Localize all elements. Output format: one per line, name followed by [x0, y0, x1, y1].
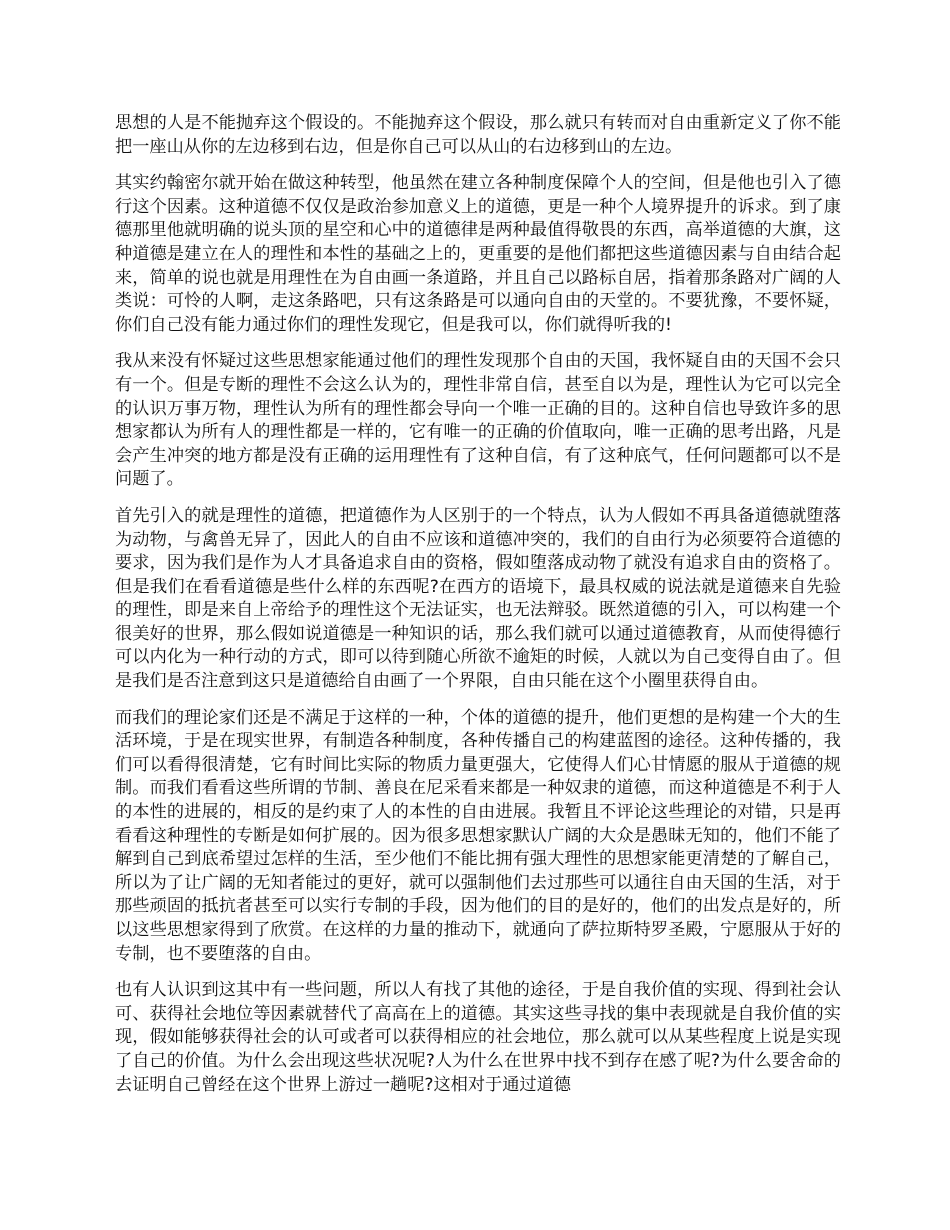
- document-page: [115, 112, 841, 1110]
- paragraph-2: 其实约翰密尔就开始在做这种转型，他虽然在建立各种制度保障个人的空间，但是他也引入了德行这个因素。这种道德不仅仅是政治参加意义上的道德，更是一种个人境界提升的诉求。到了康德那里他就明确的说头顶的星空和心中的道德律是两种最值得敬畏的东西，高举道德的大旗，这种道德是建立在人的理性和本性的基础之上的，更重要的是他们都把这些道德因素与自由结合起来，简单的说也就是用理性在为自由画一条道路，并且自己以路标自居，指着那条路对广阔的人类说：可怜的人啊，走这条路吧，只有这条路是可以通向自由的天堂的。不要犹豫，不要怀疑，你们自己没有能力通过你们的理性发现它，但是我可以，你们就得听我的!: [115, 173, 841, 335]
- paragraph-6: 也有人认识到这其中有一些问题，所以人有找了其他的途径，于是自我价值的实现、得到社会认可、获得社会地位等因素就替代了高高在上的道德。其实这些寻找的集中表现就是自我价值的实现，假如能够获得社会的认可或者可以获得相应的社会地位，那么就可以从某些程度上说是实现了自己的价值。为什么会出现这些状况呢?人为什么在世界中找不到存在感了呢?为什么要舍命的去证明自己曾经在这个世界上游过一趟呢?这相对于通过道德: [115, 980, 841, 1095]
- paragraph-3: 我从来没有怀疑过这些思想家能通过他们的理性发现那个自由的天国，我怀疑自由的天国不会只有一个。但是专断的理性不会这么认为的，理性非常自信，甚至自以为是，理性认为它可以完全的认识万事万物，理性认为所有的理性都会导向一个唯一正确的目的。这种自信也导致许多的思想家都认为所有人的理性都是一样的，它有唯一的正确的价值取向，唯一正确的思考出路，凡是会产生冲突的地方都是没有正确的运用理性有了这种自信，有了这种底气，任何问题都可以不是问题了。: [115, 351, 841, 490]
- paragraph-5: 而我们的理论家们还是不满足于这样的一种，个体的道德的提升，他们更想的是构建一个大的生活环境，于是在现实世界，有制造各种制度，各种传播自己的构建蓝图的途径。这种传播的，我们可以看得很清楚，它有时间比实际的物质力量更强大，它使得人们心甘情愿的服从于道德的规制。而我们看看这些所谓的节制、善良在尼采看来都是一种奴隶的道德，而这种道德是不利于人的本性的进展的，相反的是约束了人的本性的自由进展。我暂且不评论这些理论的对错，只是再看看这种理性的专断是如何扩展的。因为很多思想家默认广阔的大众是愚昧无知的，他们不能了解到自己到底希望过怎样的生活，至少他们不能比拥有强大理性的思想家能更清楚的了解自己，所以为了让广阔的无知者能过的更好，就可以强制他们去过那些可以通往自由天国的生活，对于那些顽固的抵抗者甚至可以实行专制的手段，因为他们的目的是好的，他们的出发点是好的，所以这些思想家得到了欣赏。在这样的力量的推动下，就通向了萨拉斯特罗圣殿，宁愿服从于好的专制，也不要堕落的自由。: [115, 707, 841, 964]
- paragraph-4: 首先引入的就是理性的道德，把道德作为人区别于的一个特点，认为人假如不再具备道德就堕落为动物，与禽兽无异了，因此人的自由不应该和道德冲突的，我们的自由行为必须要符合道德的要求，因为我们是作为人才具备追求自由的资格，假如堕落成动物了就没有追求自由的资格了。但是我们在看看道德是些什么样的东西呢?在西方的语境下，最具权威的说法就是道德来自先验的理性，即是来自上帝给予的理性这个无法证实，也无法辩驳。既然道德的引入，可以构建一个很美好的世界，那么假如说道德是一种知识的话，那么我们就可以通过道德教育，从而使得德行可以内化为一种行动的方式，即可以待到随心所欲不逾矩的时候，人就以为自己变得自由了。但是我们是否注意到这只是道德给自由画了一个界限，自由只能在这个小圈里获得自由。: [115, 505, 841, 692]
- paragraph-1: 思想的人是不能抛弃这个假设的。不能抛弃这个假设，那么就只有转而对自由重新定义了你不能把一座山从你的左边移到右边，但是你自己可以从山的右边移到山的左边。: [115, 113, 841, 157]
